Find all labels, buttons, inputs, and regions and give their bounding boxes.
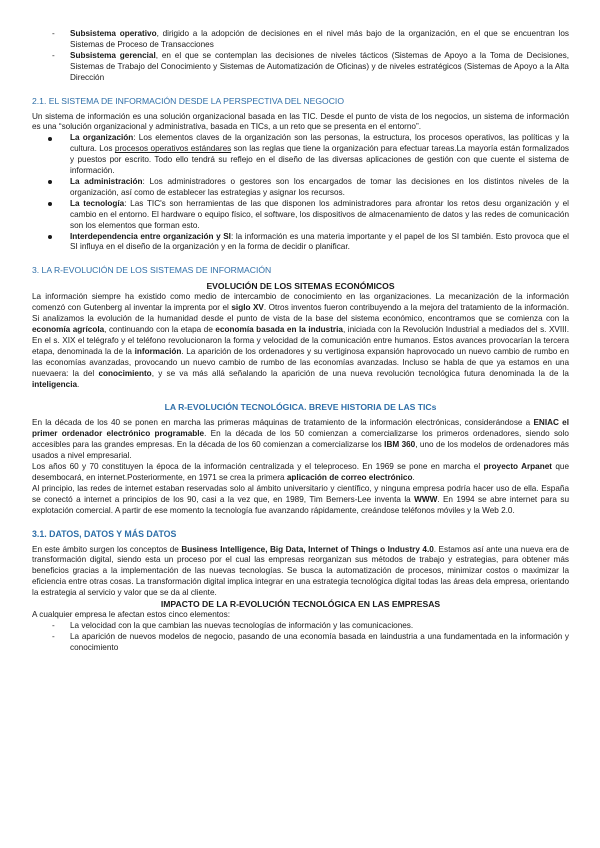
text-run: . [77, 379, 80, 389]
bold-run: inteligencia [32, 379, 78, 389]
text-run: que desembocará, en internet.Posteriormente, en 1971 se crea la primera [32, 462, 570, 482]
paragraph [32, 484, 569, 517]
text-run: En la década de los 40 se ponen en marcha las primeras máquinas de tratamiento de la información electrónicas, considerándose a [32, 418, 534, 428]
list-item-text: , en el que se contemplan las decisiones de niveles tácticos (Sistemas de Apoyo a la Toma de Decisiones, Sistemas de Trabajo del Conocimiento y Sistemas de Automatización de Oficinas) y de niveles estratégicos (Sistemas de Apoyo a la Alta Dirección [70, 50, 569, 82]
list-item [70, 177, 569, 199]
list-item [70, 51, 569, 84]
section-heading-3-1: 3.1. DATOS, DATOS Y MÁS DATOS [32, 528, 177, 539]
text-run: , y se va más allá señalando la aparición de una nueva revolución tecnológica futura denominada la de la [151, 368, 569, 378]
paragraph [32, 292, 569, 390]
text-run: La información siempre ha existido como medio de intercambio de conocimiento en las organizaciones. La mecanización de la información comenzó con Gutenberg al inventar la imprenta por el [32, 292, 569, 313]
list-item-term: Subsistema gerencial [70, 50, 156, 60]
bold-run: economía agrícola [32, 325, 105, 335]
list-item-term: La tecnología [70, 198, 125, 208]
list-item-term: Interdependencia entre organización y SI [70, 231, 231, 241]
text-run: , iniciada con la Revolución Industrial a mediados del s. XVIII. En el s. XIX el telégrafo y el teléfono revolucionaron la forma y velocidad de la comunicación entre humanos. Estos avances provocarían la tercera etapa, denominada la de la [32, 325, 569, 356]
subsection-title: EVOLUCIÓN DE LOS SITEMAS ECONÓMICOS [206, 281, 395, 292]
list-item-term: Subsistema operativo [70, 29, 157, 38]
text-run: . En la década de los 50 comienzan a comercializarse los primeros ordenadores, siendo solo accesibles para las grandes empresas. En la década de los 60 comienzan a comercializarse los [32, 429, 569, 450]
bold-run: WWW [414, 494, 438, 504]
subsystem-list [32, 29, 569, 84]
bold-run: economía basada en la industria [215, 325, 343, 335]
list-item: - La velocidad con la que cambian las nuevas tecnologías de información y las comunicaciones. [70, 621, 569, 632]
paragraph [32, 545, 569, 600]
list-item-text: : la información es una materia importante y el papel de los SI también. Esto provoca que el SI influya en el diseño de la organización y en la forma de decidir o planificar. [70, 231, 570, 252]
text-run: Al principio, las redes de internet estaban reservadas solo al ámbito universitario y científico, y ninguna empresa podría hacer uso de ella. España se conectó a internet a principios de los 90, casi a la vez que, en 1989, Tim Berners-Lee inventa la [32, 483, 569, 504]
list-item-text: : Las TIC's son herramientas de las que disponen los administradores para afrontar los retos desu organización y el cambio en el entorno. El hardware o equipo físico, el software, los dispositivos de almacenamiento de datos y las redes de comunicación son los elementos que forman esto. [70, 198, 569, 230]
list-item [70, 133, 569, 177]
text-run: , uno de los modelos de ordenadores más usados a nivel empresarial. [32, 440, 569, 461]
text-run: . [412, 473, 415, 482]
text-run: . Estamos así ante una nueva era de transformación digital, siendo esta un proceso por el cual las empresas reorganizan sus métodos de trabajo y estrategias, para obtener más beneficios gracias a la implementación de las nuevas tecnologías. Se busca la automatización de procesos, minimizar costos o maximizar la eficiencia entre otras cosas. La transformación digital implica integrar en una estrategia tecnológica digital todas las áreas dela empresa, orientando la estrategia al servicio y valor que se da al cliente. [32, 544, 569, 598]
text-run: . Otros inventos fueron contribuyendo a la mejora del tratamiento de la información. Si analizamos la evolución de la humanidad desde el punto de vista de la base del sistema económico, encontramos que se comienza con la [32, 303, 569, 324]
paragraph [32, 418, 569, 462]
list-item-text: son las reglas que tiene la organización para efectuar tareas.La mayoría están formalizados y puestos por escrito. Todo ello tendrá su reflejo en el diseño de las diversas aplicaciones de gestión con que cuente el sistema de información. [70, 144, 569, 176]
text-run: , continuando con la etapa de [104, 325, 216, 335]
bold-run: siglo XV [231, 303, 264, 313]
list-item-term: La organización [70, 133, 134, 143]
section-heading-3: 3. LA R-EVOLUCIÓN DE LOS SISTEMAS DE INFORMACIÓN [32, 265, 272, 276]
bold-run: conocimiento [98, 368, 152, 378]
list-item: - La aparición de nuevos modelos de negocio, pasando de una economía basada en laindustria a una fundamentada en la información y conocimiento [70, 632, 569, 654]
bold-run: información [134, 346, 182, 356]
subsection-title: LA R-EVOLUCIÓN TECNOLÓGICA. BREVE HISTORIA DE LAS TICs [164, 402, 437, 413]
bold-run: IBM 360 [384, 440, 416, 450]
text-run: . En 1994 se abre internet para su explotación comercial. A partir de ese momento la tecnología fue avanzando rápidamente, creándose teléfonos móviles y la Web 2.0. [32, 494, 569, 515]
list-item [70, 199, 569, 232]
bold-run: aplicación de correo electrónico [286, 473, 413, 482]
list-item-text: , dirigido a la adopción de decisiones en el nivel más bajo de la organización, en el que se encuentran los Sistemas de Proceso de Transacciones [70, 29, 569, 49]
text-run: . La aparición de los ordenadores y su vertiginosa expansión haprovocado un nuevo cambio de rumbo en las economías avanzadas, provocando un nuevo cambio de rumbo de las economías avanzadas. Incluso se habla de que ya estamos en una nuevaera: la del [32, 346, 569, 378]
paragraph [32, 462, 569, 484]
paragraph: Un sistema de información es una solución organizacional basada en las TIC. Desde el punto de vista de los negocios, un sistema de información es una “solución organizacional y administrativa, basada en TICs, a un reto que se presenta en el entorno”. [32, 111, 569, 132]
section-heading-2-1: 2.1. EL SISTEMA DE INFORMACIÓN DESDE LA PERSPECTIVA DEL NEGOCIO [32, 95, 344, 106]
text-run: Los años 60 y 70 constituyen la época de la información centralizada y el teleproceso. En 1969 se pone en marcha el [32, 462, 484, 472]
perspective-list [32, 133, 569, 253]
text-run: En este ámbito surgen los conceptos de [32, 544, 182, 554]
list-item-term: La administración [70, 176, 143, 186]
underlined-text: procesos operativos estándares [114, 144, 232, 154]
list-item [70, 29, 569, 51]
bold-run: proyecto Arpanet [483, 462, 553, 472]
list-item-text: : Los elementos claves de la organización son las personas, la estructura, los procesos operativos, las políticas y la cultura. Los [70, 133, 569, 154]
bold-run: ENIAC el primer ordenador electrónico programable [32, 418, 569, 439]
subsection-title: IMPACTO DE LA R-EVOLUCIÓN TECNOLÓGICA EN LAS EMPRESAS [160, 599, 441, 610]
paragraph: A cualquier empresa le afectan estos cinco elementos: [32, 610, 230, 620]
list-item [70, 232, 569, 254]
list-item-text: : Los administradores o gestores son los encargados de tomar las decisiones en los distintos niveles de la organización, así como de establecer las estrategias y asignar los recursos. [70, 176, 569, 197]
impact-list [32, 621, 569, 654]
bold-run: Business Intelligence, Big Data, Internet of Things o Industry 4.0 [181, 544, 434, 554]
